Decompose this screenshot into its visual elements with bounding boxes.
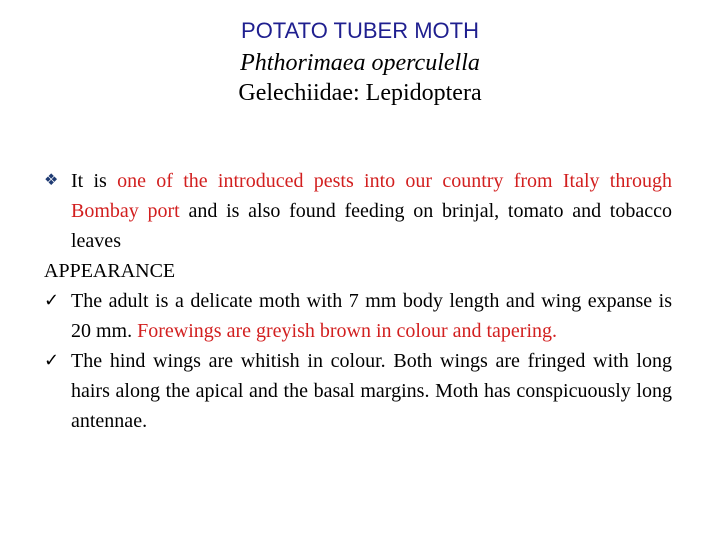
family-order: Gelechiidae: Lepidoptera [238, 80, 482, 106]
intro-text-1: It is [71, 170, 118, 192]
checkmark-icon: ✓ [44, 290, 60, 311]
page-title: POTATO TUBER MOTH [241, 18, 479, 43]
diamond-bullet-icon: ❖ [44, 170, 59, 189]
scientific-name: Phthorimaea operculella [240, 50, 480, 76]
title-block [0, 14, 720, 108]
intro-text-2: and is also found feeding on brinjal, tomato and tobacco leaves [71, 200, 672, 252]
point-1-highlight: Forewings are greyish brown in colour and tapering. [137, 320, 558, 342]
point-2-text: The hind wings are whitish in colour. Both wings are fringed with long hairs along the apical and the basal margins. Moth has conspicuously long antennae. [71, 350, 672, 432]
appearance-heading: APPEARANCE [44, 260, 176, 282]
appearance-point-2 [44, 346, 672, 436]
appearance-point-1 [44, 286, 672, 346]
intro-highlight: one of the introduced pests into our country from Italy through Bombay port [71, 170, 673, 222]
intro-paragraph [44, 166, 672, 256]
content [44, 166, 672, 436]
point-1-text: The adult is a delicate moth with 7 mm body length and wing expanse is 20 mm. [71, 290, 672, 342]
checkmark-icon: ✓ [44, 350, 60, 371]
